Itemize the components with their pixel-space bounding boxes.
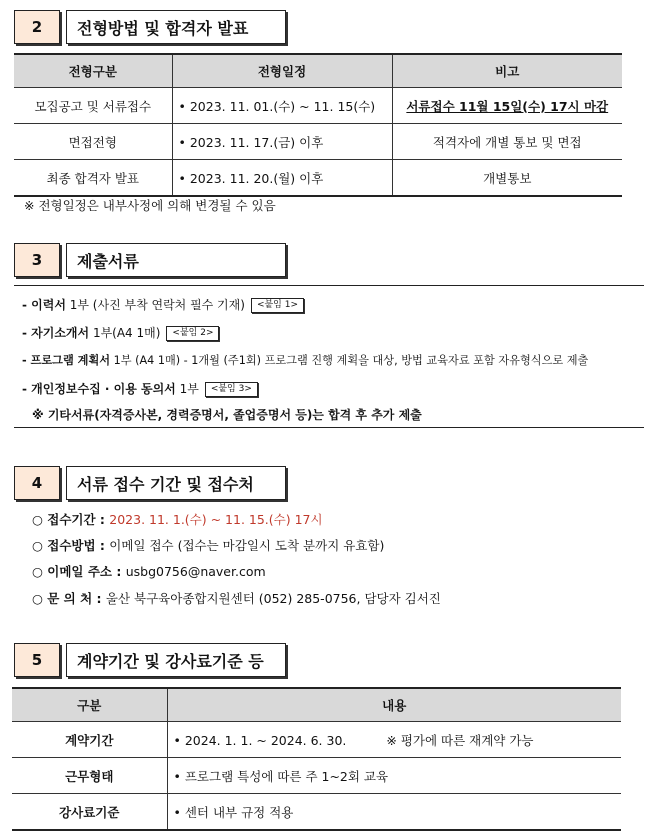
schedule-date: • 2023. 11. 17.(금) 이후	[172, 124, 392, 160]
list-item: - 이력서 1부 (사진 부착 연락처 필수 기재) <붙임 1>	[22, 296, 304, 313]
section-number: 3	[14, 243, 60, 277]
schedule-note: 개별통보	[392, 160, 622, 197]
table-row	[14, 124, 622, 160]
section-title: 계약기간 및 강사료기준 등	[66, 643, 286, 677]
section-4-heading	[14, 466, 286, 500]
attachment-tag: <붙임 1>	[251, 298, 304, 313]
attachment-tag: <붙임 2>	[166, 326, 219, 341]
application-period: ○ 접수기간 : 2023. 11. 1.(수) ~ 11. 15.(수) 17시	[32, 512, 323, 527]
table-row	[14, 160, 622, 197]
column-header: 내용	[167, 688, 621, 722]
contract-content: • 프로그램 특성에 따른 주 1~2회 교육	[167, 758, 621, 794]
schedule-type: 면접전형	[14, 124, 172, 160]
contract-label: 강사료기준	[12, 794, 167, 831]
application-method: ○ 접수방법 : 이메일 접수 (접수는 마감일시 도착 분까지 유효함)	[32, 538, 385, 553]
table-row	[14, 88, 622, 124]
section-number: 5	[14, 643, 60, 677]
section-number: 4	[14, 466, 60, 500]
schedule-type: 모집공고 및 서류접수	[14, 88, 172, 124]
contact-info: ○ 문 의 처 : 울산 북구육아종합지원센터 (052) 285-0756, 담당자 김서진	[32, 591, 441, 606]
required-documents-box	[14, 285, 644, 428]
table-header-row	[12, 688, 621, 722]
schedule-note: 서류접수 11월 15일(수) 17시 마감	[392, 88, 622, 124]
section-title: 제출서류	[66, 243, 286, 277]
table-row	[12, 794, 621, 831]
contract-content: • 2024. 1. 1. ~ 2024. 6. 30. ※ 평가에 따른 재계약 가능	[167, 722, 621, 758]
schedule-footnote: ※ 전형일정은 내부사정에 의해 변경될 수 있음	[24, 198, 276, 213]
column-header: 전형구분	[14, 54, 172, 88]
schedule-date: • 2023. 11. 20.(월) 이후	[172, 160, 392, 197]
section-5-heading	[14, 643, 286, 677]
email-address: ○ 이메일 주소 : usbg0756@naver.com	[32, 564, 266, 579]
table-header-row	[14, 54, 622, 88]
column-header: 구분	[12, 688, 167, 722]
section-3-heading	[14, 243, 286, 277]
section-title: 서류 접수 기간 및 접수처	[66, 466, 286, 500]
schedule-table	[14, 53, 622, 197]
table-row	[12, 758, 621, 794]
list-item: - 개인정보수집 · 이용 동의서 1부 <붙임 3>	[22, 380, 258, 397]
schedule-type: 최종 합격자 발표	[14, 160, 172, 197]
schedule-date: • 2023. 11. 01.(수) ~ 11. 15(수)	[172, 88, 392, 124]
column-header: 비고	[392, 54, 622, 88]
table-row	[12, 722, 621, 758]
section-number: 2	[14, 10, 60, 44]
extra-documents-note: ※ 기타서류(자격증사본, 경력증명서, 졸업증명서 등)는 합격 후 추가 제출	[32, 408, 422, 422]
list-item: - 자기소개서 1부(A4 1매) <붙임 2>	[22, 324, 219, 341]
section-2-heading	[14, 10, 286, 44]
contract-content: • 센터 내부 규정 적용	[167, 794, 621, 831]
attachment-tag: <붙임 3>	[205, 382, 258, 397]
contract-label: 근무형태	[12, 758, 167, 794]
column-header: 전형일정	[172, 54, 392, 88]
contract-label: 계약기간	[12, 722, 167, 758]
contract-table	[12, 687, 621, 831]
list-item: - 프로그램 계획서 1부 (A4 1매) - 1개월 (주1회) 프로그램 진행 계획을 대상, 방법 교육자료 포함 자유형식으로 제출	[22, 354, 589, 367]
section-title: 전형방법 및 합격자 발표	[66, 10, 286, 44]
schedule-note: 적격자에 개별 통보 및 면접	[392, 124, 622, 160]
